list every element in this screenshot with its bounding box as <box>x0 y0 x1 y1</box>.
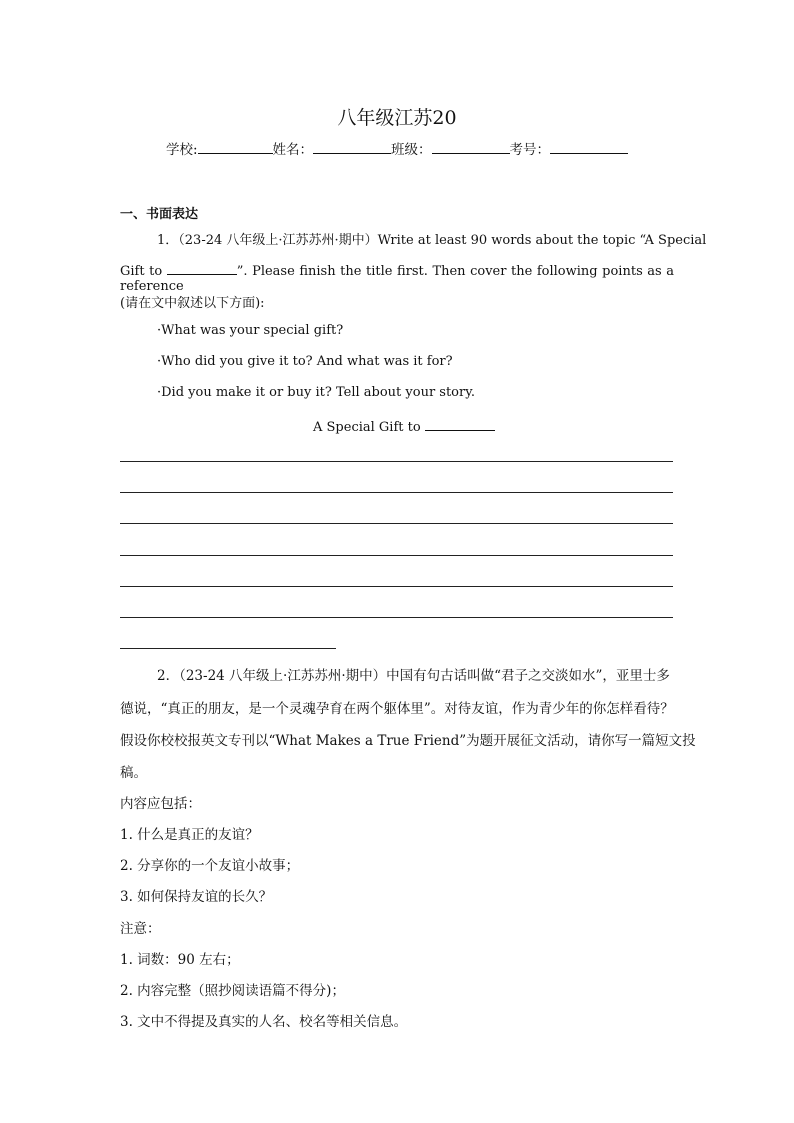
q1-point-2: ·Who did you give it to? And what was it for? <box>157 354 453 369</box>
q2-content-item-3: 3. 如何保持友谊的长久？ <box>120 889 273 905</box>
answer-line[interactable] <box>120 461 673 462</box>
answer-line[interactable] <box>120 617 673 618</box>
school-blank[interactable] <box>198 139 273 154</box>
q1-line-1: 1．（23-24 八年级上·江苏苏州·期中）Write at least 90 words about the topic “A Special <box>157 233 707 248</box>
page-title: 八年级江苏20 <box>337 107 457 129</box>
answer-line[interactable] <box>120 523 673 524</box>
q1-essay-title-text: A Special Gift to <box>313 420 421 435</box>
answer-line[interactable] <box>120 586 673 587</box>
q2-notes-label: 注意： <box>120 921 161 937</box>
q2-line-3: 假设你校校报英文专刊以“What Makes a True Friend”为题开展征文活动，请你写一篇短文投 <box>120 733 696 749</box>
name-label: 姓名： <box>272 142 314 158</box>
exam-no-label: 考号： <box>509 142 551 158</box>
q2-line-1: 2．（23-24 八年级上·江苏苏州·期中）中国有句古话叫做“君子之交淡如水”，亚里士多 <box>157 668 670 684</box>
q1-topic-blank[interactable] <box>167 260 237 275</box>
q1-line-2-end: ”. Please finish the title first. Then cover the following points as a reference <box>120 264 675 294</box>
class-blank[interactable] <box>432 139 510 154</box>
q2-line-4: 稿。 <box>120 765 147 781</box>
q2-line-2: 德说，“真正的朋友，是一个灵魂孕育在两个躯体里”。对待友谊，作为青少年的你怎样看待？ <box>120 701 674 717</box>
q2-content-item-2: 2. 分享你的一个友谊小故事； <box>120 858 300 874</box>
class-label: 班级： <box>391 142 432 158</box>
q1-line-2 <box>120 260 674 294</box>
student-info-row <box>0 138 794 158</box>
q2-note-3: 3. 文中不得提及真实的人名、校名等相关信息。 <box>120 1014 408 1030</box>
q2-note-1: 1. 词数：90 左右； <box>120 952 240 968</box>
name-blank[interactable] <box>313 139 391 154</box>
answer-line[interactable] <box>120 555 673 556</box>
q1-line-3: (请在文中叙述以下方面): <box>120 296 265 311</box>
q2-note-2: 2. 内容完整（照抄阅读语篇不得分)； <box>120 983 345 999</box>
q1-point-1: ·What was your special gift? <box>157 323 344 338</box>
school-label: 学校: <box>165 142 198 158</box>
q2-content-item-1: 1. 什么是真正的友谊？ <box>120 827 259 843</box>
answer-line[interactable] <box>120 492 673 493</box>
q1-point-3: ·Did you make it or buy it? Tell about your story. <box>157 385 475 400</box>
q2-content-label: 内容应包括： <box>120 796 201 812</box>
section-heading: 一、书面表达 <box>120 207 199 222</box>
exam-no-blank[interactable] <box>550 139 628 154</box>
q1-essay-title-blank[interactable] <box>425 416 495 431</box>
q1-line-2-start: Gift to <box>120 264 163 279</box>
answer-line-short[interactable] <box>120 648 336 649</box>
q1-essay-title <box>313 416 495 435</box>
